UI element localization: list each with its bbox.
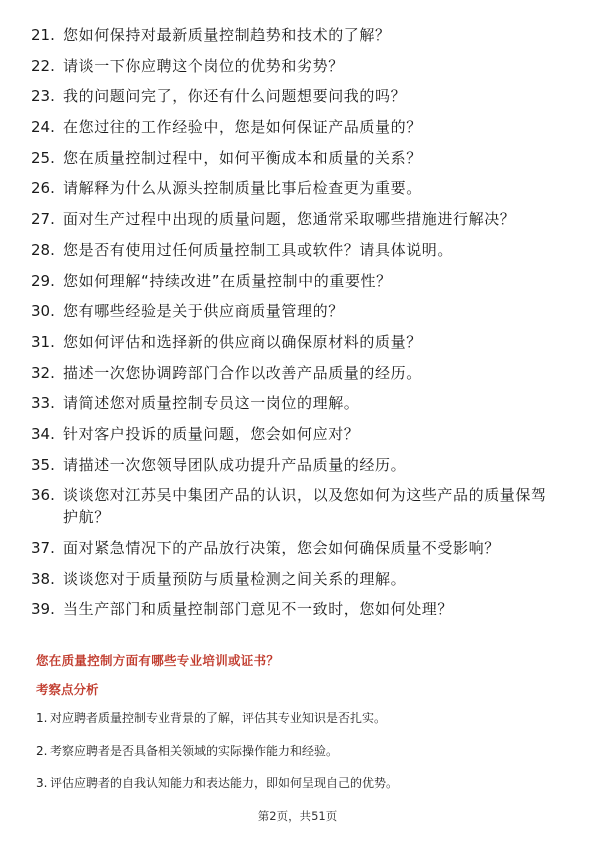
question-item: [31, 423, 561, 445]
point-number: 1.: [36, 711, 48, 725]
question-item: [31, 116, 561, 138]
analysis-point: [36, 742, 561, 760]
question-item: [31, 208, 561, 230]
point-number: 3.: [36, 776, 48, 790]
question-number: 22.: [31, 56, 55, 75]
point-text: 对应聘者质量控制专业背景的了解，评估其专业知识是否扎实。: [50, 711, 387, 725]
highlighted-question: 您在质量控制方面有哪些专业培训或证书？: [36, 653, 280, 668]
question-number: 25.: [31, 148, 55, 167]
question-item: [31, 55, 561, 77]
question-text: 面对生产过程中出现的质量问题，您通常采取哪些措施进行解决？: [63, 210, 516, 229]
question-text: 您是否有使用过任何质量控制工具或软件？请具体说明。: [63, 240, 454, 259]
question-item: [31, 85, 561, 107]
question-item: [31, 24, 561, 46]
analysis-point: [36, 774, 561, 792]
question-number: 32.: [31, 363, 55, 382]
question-text: 您如何保持对最新质量控制趋势和技术的了解？: [63, 26, 391, 44]
question-text: 您如何评估和选择新的供应商以确保原材料的质量？: [63, 332, 422, 351]
question-text: 请谈一下你应聘这个岗位的优势和劣势？: [63, 56, 344, 75]
analysis-point: [36, 709, 561, 727]
question-number: 36.: [31, 486, 55, 505]
question-text: 我的问题问完了，你还有什么问题想要问我的吗？: [63, 87, 407, 106]
question-number: 27.: [31, 210, 55, 229]
question-text: 描述一次您协调跨部门合作以改善产品质量的经历。: [63, 363, 422, 382]
question-text: 针对客户投诉的质量问题，您会如何应对？: [63, 424, 360, 443]
question-item: [31, 300, 561, 322]
point-text: 考察应聘者是否具备相关领域的实际操作能力和经验。: [50, 743, 339, 758]
question-item: [31, 484, 561, 528]
point-number: 2.: [36, 743, 48, 758]
question-number: 38.: [31, 569, 55, 588]
question-text: 请描述一次您领导团队成功提升产品质量的经历。: [63, 455, 407, 474]
answer-section: [36, 652, 561, 807]
point-text: 评估应聘者的自我认知能力和表达能力，即如何呈现自己的优势。: [50, 776, 399, 790]
question-number: 23.: [31, 87, 55, 106]
question-item: [31, 598, 561, 620]
question-item: [31, 537, 561, 559]
question-number: 31.: [31, 332, 55, 351]
question-number: 35.: [31, 455, 55, 474]
question-text: 请解释为什么从源头控制质量比事后检查更为重要。: [63, 179, 422, 198]
question-text: 面对紧急情况下的产品放行决策，您会如何确保质量不受影响？: [63, 539, 500, 557]
question-text: 当生产部门和质量控制部门意见不一致时，您如何处理？: [63, 600, 454, 619]
question-item: [31, 392, 561, 414]
question-item: [31, 454, 561, 476]
question-list: [31, 24, 561, 629]
question-item: [31, 331, 561, 353]
analysis-heading: 考察点分析: [36, 682, 99, 697]
question-number: 21.: [31, 26, 55, 44]
question-item: [31, 177, 561, 199]
question-number: 30.: [31, 302, 55, 321]
question-item: [31, 270, 561, 292]
question-number: 29.: [31, 271, 55, 290]
question-text: 谈谈您对于质量预防与质量检测之间关系的理解。: [63, 569, 407, 588]
question-number: 33.: [31, 394, 55, 413]
question-number: 39.: [31, 600, 55, 619]
question-item: [31, 362, 561, 384]
page-footer: 第2页，共51页: [257, 809, 338, 823]
question-number: 26.: [31, 179, 55, 198]
question-number: 24.: [31, 118, 55, 137]
question-item: [31, 239, 561, 261]
question-text: 您在质量控制过程中，如何平衡成本和质量的关系？: [63, 148, 422, 167]
question-text: 您有哪些经验是关于供应商质量管理的？: [63, 302, 344, 321]
question-number: 37.: [31, 539, 55, 557]
question-text: 您如何理解“持续改进”在质量控制中的重要性？: [63, 271, 392, 290]
question-item: [31, 568, 561, 590]
question-text: 在您过往的工作经验中，您是如何保证产品质量的？: [63, 118, 422, 137]
question-item: [31, 147, 561, 169]
question-number: 34.: [31, 424, 55, 443]
question-text: 谈谈您对江苏吴中集团产品的认识，以及您如何为这些产品的质量保驾护航？: [63, 486, 547, 527]
question-text: 请简述您对质量控制专员这一岗位的理解。: [63, 394, 360, 413]
analysis-points: [36, 709, 561, 792]
question-number: 28.: [31, 240, 55, 259]
